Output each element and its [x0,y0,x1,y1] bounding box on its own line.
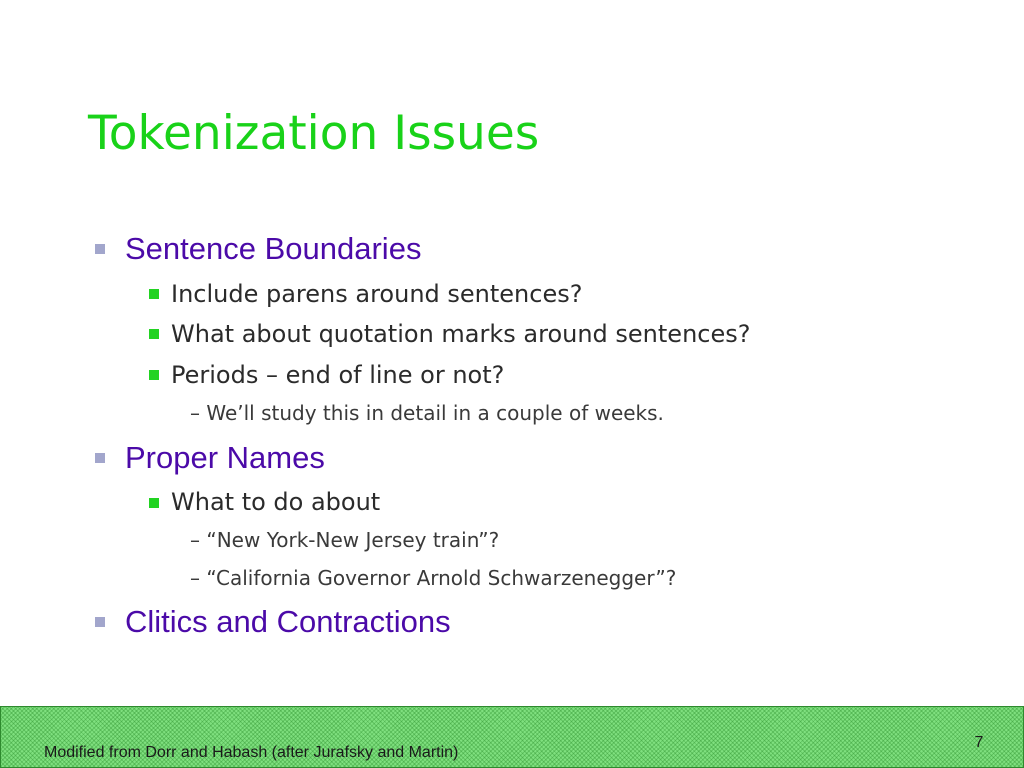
footer-credit: Modified from Dorr and Habash (after Jurafsky and Martin) [44,744,459,761]
list-item-label: – “New York-New Jersey train”? [190,528,500,552]
list-item-label: Sentence Boundaries [125,231,422,266]
list-item-label: Clitics and Contractions [125,604,451,639]
square-bullet-icon [149,289,159,299]
list-item-label: – We’ll study this in detail in a couple of weeks. [190,401,664,425]
square-bullet-icon [95,453,105,463]
list-item-label: – “California Governor Arnold Schwarzenegger”? [190,566,677,590]
page-number: 7 [974,734,984,751]
list-item-label: What about quotation marks around sentences? [171,320,751,348]
slide-title: Tokenization Issues [88,106,540,161]
square-bullet-icon [95,617,105,627]
square-bullet-icon [149,370,159,380]
list-item-label: Include parens around sentences? [171,280,583,308]
list-item-label: What to do about [171,488,381,516]
list-item-label: Proper Names [125,440,325,475]
footer-bar [0,706,1024,768]
square-bullet-icon [149,498,159,508]
list-item-label: Periods – end of line or not? [171,361,505,389]
square-bullet-icon [95,244,105,254]
square-bullet-icon [149,329,159,339]
